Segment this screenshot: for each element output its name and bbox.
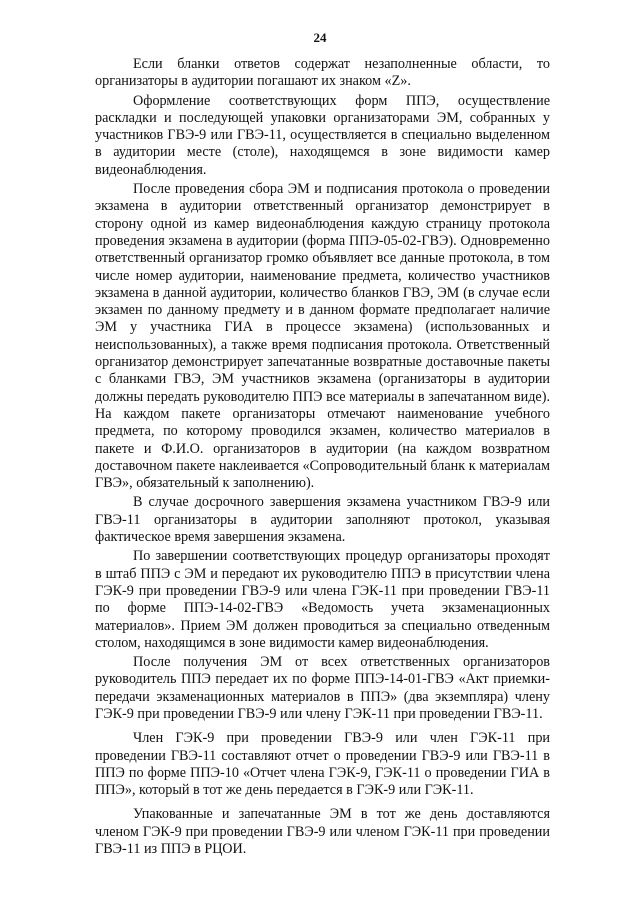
paragraph-protocol-demonstration: После проведения сбора ЭМ и подписания протокола о проведении экзамена в аудитории ответственный организатор демонстрирует в сторону одной из камер видеонаблюдения каждую страницу протокола проведения экзамена в аудитории (форма ППЭ-05-02-ГВЭ). Одновременно ответственный организатор громко объявляет все данные протокола, в том числе номер аудитории, наименование предмета, количество участников экзамена в данной аудитории, количество бланков ГВЭ, ЭМ (в случае если экзамен по данному предмету и в данном формате предполагает наличие ЭМ у участника ГИА в процессе экзамена) (использованных и неиспользованных), а также время подписания протокола. Ответственный организатор демонстрирует запечатанные возвратные доставочные пакеты с бланками ГВЭ, ЭМ участников экзамена (организаторы в аудитории должны передать руководителю ППЭ все материалы в запечатанном виде). На каждом пакете организаторы отмечают наименование учебного предмета, по которому проводился экзамен, количество материалов в пакете и Ф.И.О. организаторов в аудитории (на каждом возвратном доставочном пакете наклеивается «Сопроводительный бланк к материалам ГВЭ», обязательный к заполнению). [95,181,550,492]
paragraph-transfer-to-head: По завершении соответствующих процедур организаторы проходят в штаб ППЭ с ЭМ и передают их руководителю ППЭ в присутствии члена ГЭК-9 при проведении ГВЭ-9 или члена ГЭК-11 при проведении ГВЭ-11 по форме ППЭ-14-02-ГВЭ «Ведомость учета экзаменационных материалов». Прием ЭМ должен проводиться за специально отведенным столом, находящимся в зоне видимости камер видеонаблюдения. [95,548,550,651]
paragraph-gek-report: Член ГЭК-9 при проведении ГВЭ-9 или член ГЭК-11 при проведении ГВЭ-11 составляют отчет о проведении ГВЭ-9 или ГВЭ-11 в ППЭ по форме ППЭ-10 «Отчет члена ГЭК-9, ГЭК-11 о проведении ГИА в ППЭ», который в тот же день передается в ГЭК-9 или ГЭК-11. [95,730,550,799]
document-body [95,56,550,860]
paragraph-delivery-to-rcoi: Упакованные и запечатанные ЭМ в тот же день доставляются членом ГЭК-9 при проведении ГВЭ-9 или членом ГЭК-11 при проведении ГВЭ-11 из ППЭ в РЦОИ. [95,806,550,858]
paragraph-early-completion: В случае досрочного завершения экзамена участником ГВЭ-9 или ГВЭ-11 организаторы в аудитории заполняют протокол, указывая фактическое время завершения экзамена. [95,494,550,546]
page-number: 24 [313,30,327,45]
paragraph-transfer-to-gek: После получения ЭМ от всех ответственных организаторов руководитель ППЭ передает их по форме ППЭ-14-01-ГВЭ «Акт приемки-передачи экзаменационных материалов в ППЭ» (два экземпляра) члену ГЭК-9 при проведении ГВЭ-9 или члену ГЭК-11 при проведении ГВЭ-11. [95,654,550,722]
paragraph-forms-packaging: Оформление соответствующих форм ППЭ, осуществление раскладки и последующей упаковки организаторами ЭМ, собранных у участников ГВЭ-9 или ГВЭ-11, осуществляется в специально выделенном в аудитории месте (столе), находящемся в зоне видимости камер видеонаблюдения. [95,92,550,178]
paragraph-blank-forms: Если бланки ответов содержат незаполненные области, то организаторы в аудитории погашают их знаком «Z». [95,56,550,90]
